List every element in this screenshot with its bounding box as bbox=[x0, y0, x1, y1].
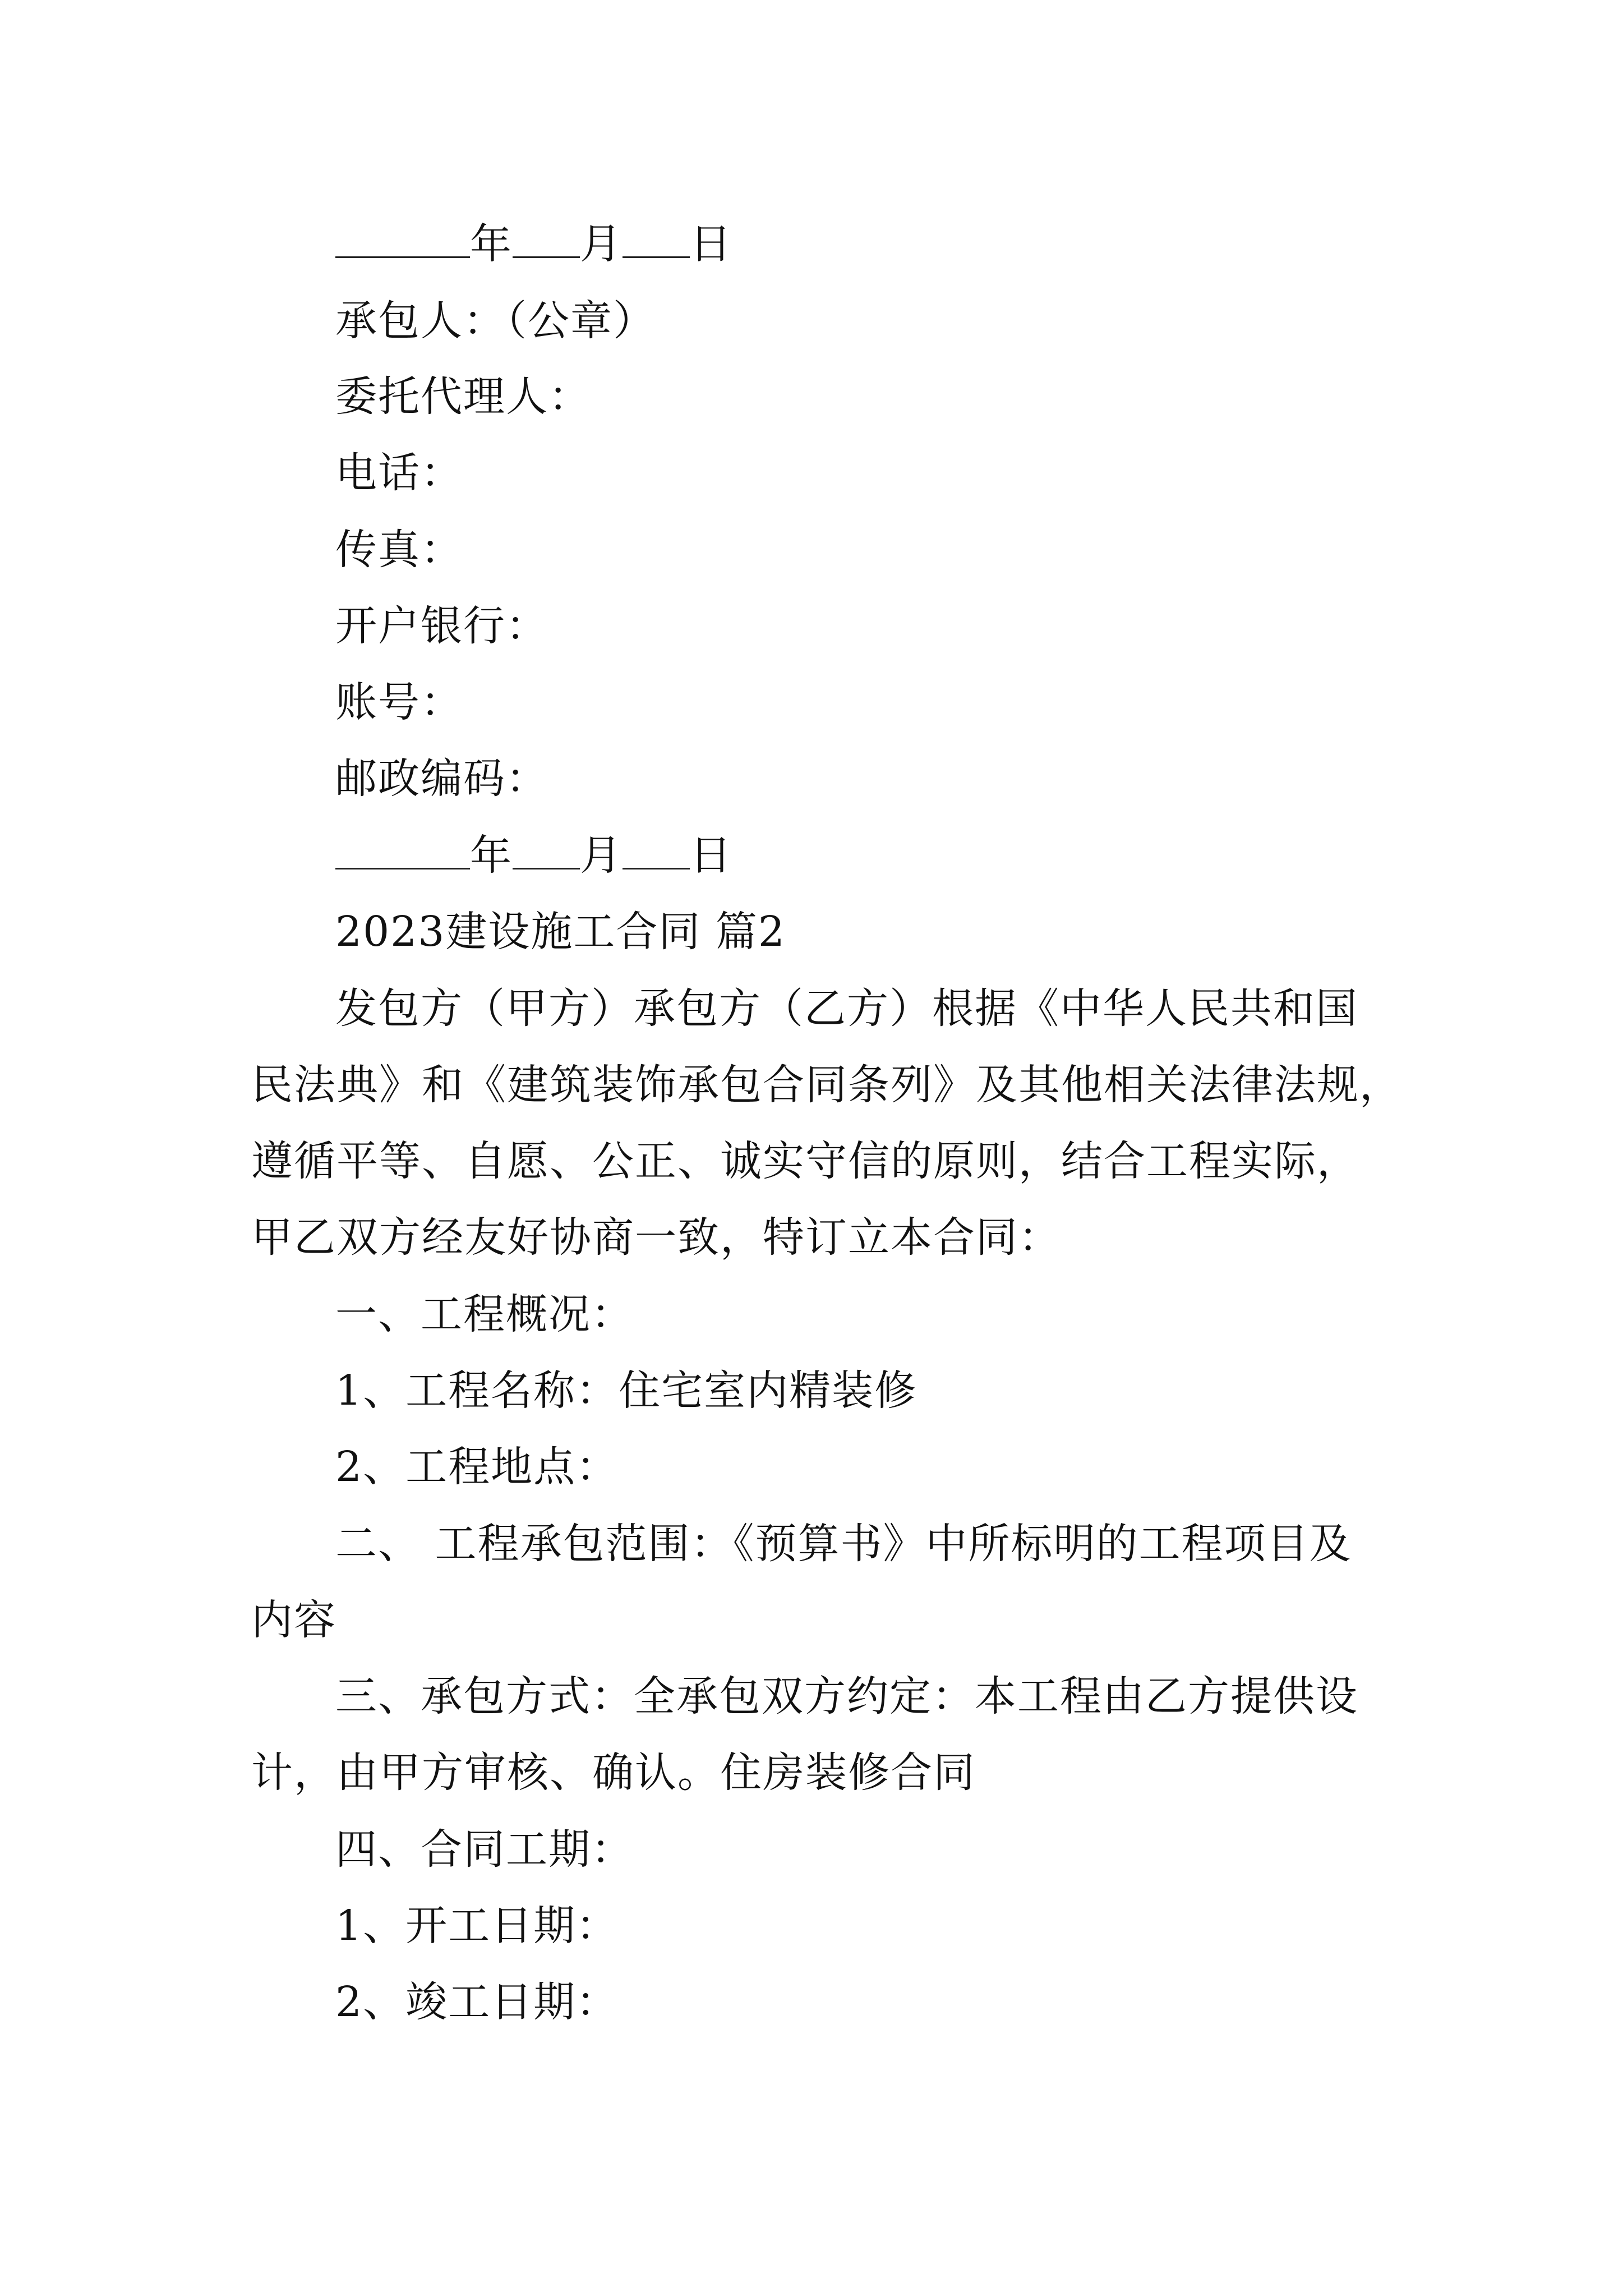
postcode-line: 邮政编码： bbox=[335, 754, 548, 803]
day-label: 日 bbox=[690, 831, 732, 880]
phone-line: 电话： bbox=[335, 449, 463, 497]
date-line-1 bbox=[335, 216, 732, 272]
account-line: 账号： bbox=[335, 678, 463, 726]
clause-3-line-2: 计，由甲方审核、确认。住房装修合同 bbox=[251, 1749, 976, 1797]
year-label: 年 bbox=[470, 831, 513, 880]
clause-1-project-name: 1、工程名称：住宅室内精装修 bbox=[335, 1366, 917, 1415]
clause-4-completion-date: 2、竣工日期： bbox=[335, 1978, 619, 2026]
preamble-line-4: 甲乙双方经友好协商一致，特订立本合同： bbox=[251, 1213, 1061, 1262]
clause-1-title: 一、工程概况： bbox=[335, 1290, 634, 1338]
day-blank bbox=[623, 829, 690, 869]
clause-1-project-location: 2、工程地点： bbox=[335, 1443, 619, 1491]
year-blank bbox=[335, 829, 470, 869]
agent-line: 委托代理人： bbox=[335, 372, 591, 421]
clause-3-line-1: 三、承包方式：全承包双方约定：本工程由乙方提供设 bbox=[335, 1672, 1358, 1720]
month-blank bbox=[513, 217, 580, 258]
day-label: 日 bbox=[690, 220, 732, 268]
section-title: 2023建设施工合同 篇2 bbox=[335, 908, 786, 956]
month-label: 月 bbox=[580, 831, 623, 880]
clause-2-line-2: 内容 bbox=[251, 1596, 336, 1644]
contractor-seal-line: 承包人：（公章） bbox=[335, 297, 656, 345]
month-blank bbox=[513, 829, 580, 869]
clause-2-line-1: 二、 工程承包范围：《预算书》中所标明的工程项目及 bbox=[335, 1520, 1352, 1568]
day-blank bbox=[623, 217, 690, 258]
date-line-2 bbox=[335, 827, 732, 884]
fax-line: 传真： bbox=[335, 526, 463, 574]
bank-line: 开户银行： bbox=[335, 602, 548, 650]
year-blank bbox=[335, 217, 470, 258]
clause-4-start-date: 1、开工日期： bbox=[335, 1902, 619, 1950]
month-label: 月 bbox=[580, 220, 623, 268]
preamble-line-2: 民法典》和《建筑装饰承包合同条列》及其他相关法律法规， bbox=[251, 1061, 1402, 1109]
preamble-line-3: 遵循平等、自愿、公正、诚实守信的原则，结合工程实际， bbox=[251, 1137, 1359, 1185]
year-label: 年 bbox=[470, 220, 513, 268]
clause-4-title: 四、合同工期： bbox=[335, 1825, 634, 1874]
preamble-line-1: 发包方（甲方）承包方（乙方）根据《中华人民共和国 bbox=[335, 984, 1358, 1033]
